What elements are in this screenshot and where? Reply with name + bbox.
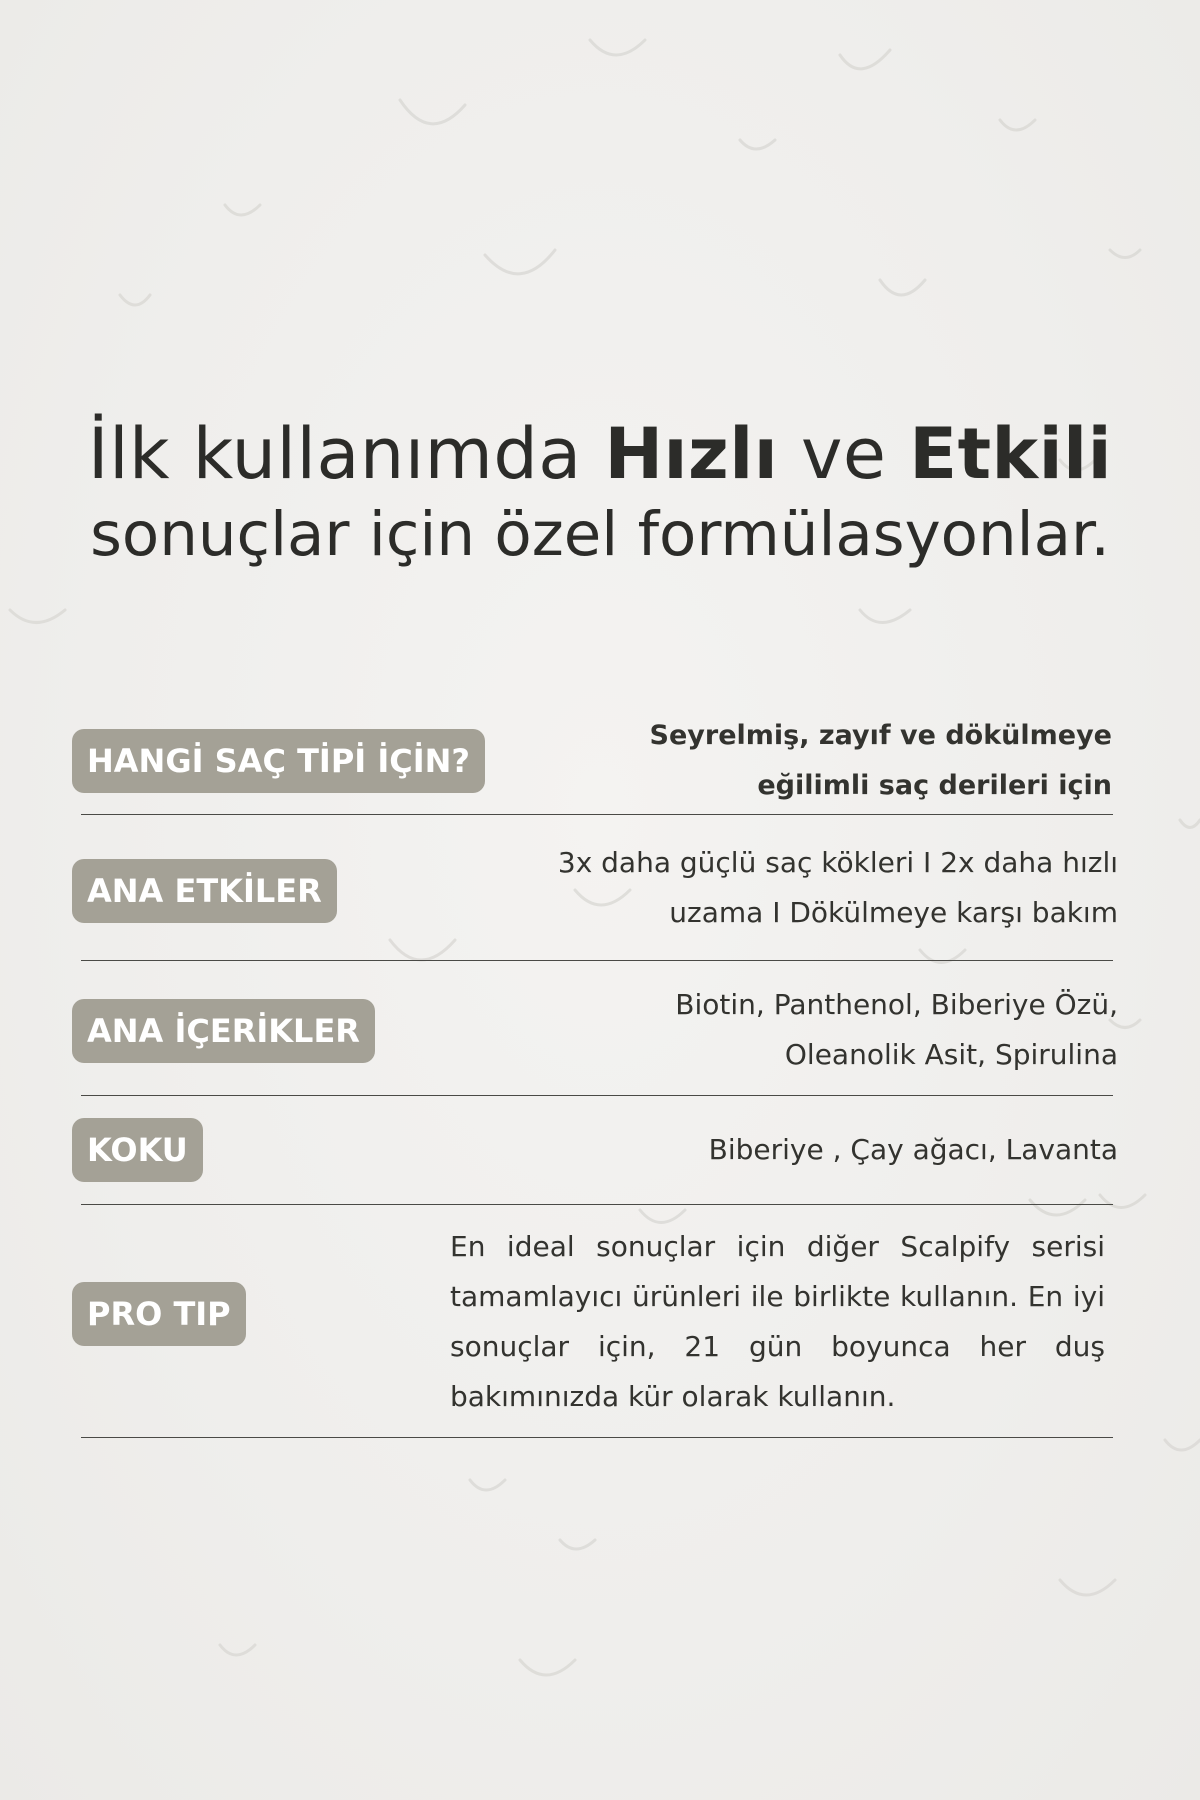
- row-divider: [81, 1204, 1113, 1205]
- headline: [0, 412, 1200, 574]
- headline-line-1: [0, 412, 1200, 496]
- headline-text: ve: [778, 413, 910, 495]
- value-main-ingredients-line-2: Oleanolik Asit, Spirulina: [784, 1038, 1118, 1071]
- row-divider: [81, 1095, 1113, 1096]
- label-scent: KOKU: [72, 1118, 203, 1182]
- headline-bold-effective: Etkili: [909, 413, 1113, 495]
- value-main-effects-line-1: 3x daha güçlü saç kökleri I 2x daha hızlı: [557, 846, 1118, 879]
- label-main-ingredients: ANA İÇERİKLER: [72, 999, 375, 1063]
- row-divider: [81, 814, 1113, 815]
- value-pro-tip: En ideal sonuçlar için diğer Scalpify serisi tamamlayıcı ürünleri ile birlikte kullanın. En iyi sonuçlar için, 21 gün boyunca her duş bakımınızda kür olarak kullanın.: [450, 1230, 1105, 1413]
- label-main-effects: ANA ETKİLER: [72, 859, 337, 923]
- value-main-ingredients-line-1: Biotin, Panthenol, Biberiye Özü,: [675, 988, 1118, 1021]
- value-scent: Biberiye , Çay ağacı, Lavanta: [708, 1133, 1118, 1166]
- headline-bold-fast: Hızlı: [604, 413, 779, 495]
- value-hair-type-line-2: eğilimli saç derileri için: [757, 770, 1112, 801]
- label-hair-type: HANGİ SAÇ TİPİ İÇİN?: [72, 729, 485, 793]
- row-divider: [81, 1437, 1113, 1438]
- label-pro-tip: PRO TIP: [72, 1282, 246, 1346]
- headline-line-2: sonuçlar için özel formülasyonlar.: [90, 499, 1110, 570]
- value-main-effects-line-2: uzama I Dökülmeye karşı bakım: [669, 896, 1118, 929]
- headline-text: İlk kullanımda: [87, 413, 605, 495]
- row-divider: [81, 960, 1113, 961]
- value-hair-type-line-1: Seyrelmiş, zayıf ve dökülmeye: [649, 720, 1112, 751]
